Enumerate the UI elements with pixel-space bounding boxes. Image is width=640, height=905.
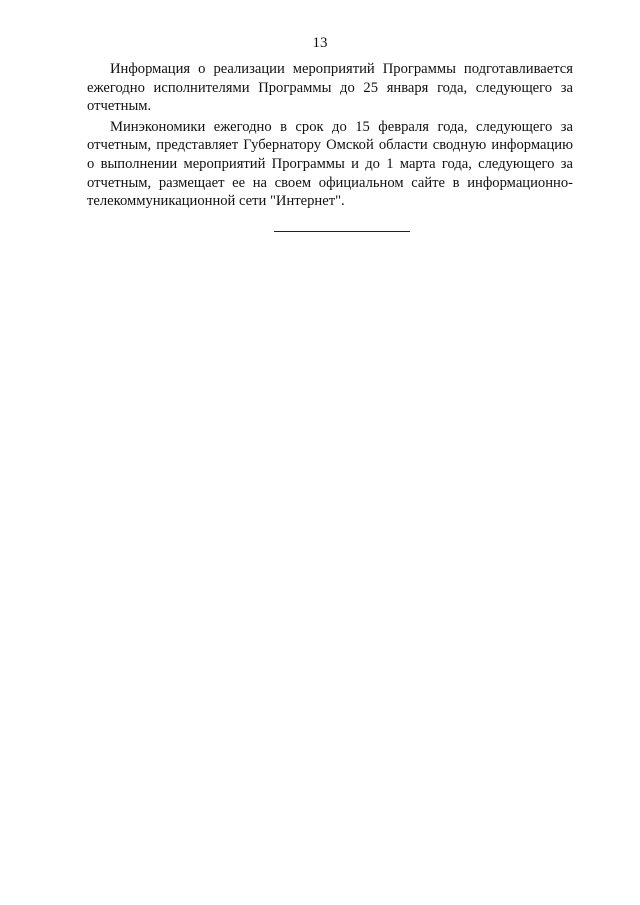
end-separator-line: [274, 231, 410, 232]
document-body: [87, 60, 573, 211]
page-number: 13: [312, 35, 328, 51]
paragraph-report-preparation: Информация о реализации мероприятий Программы подготавливается ежегодно исполнителями Программы до 25 января года, следующего за отчетным.: [87, 61, 573, 115]
paragraph-summary-submission: Минэкономики ежегодно в срок до 15 февраля года, следующего за отчетным, представляет Губернатору Омской области сводную информацию о выполнении мероприятий Программы и до 1 марта года, следующего за отчетным, размещает ее на своем официальном сайте в информационно-телекоммуникационной сети "Интернет".: [87, 118, 573, 210]
